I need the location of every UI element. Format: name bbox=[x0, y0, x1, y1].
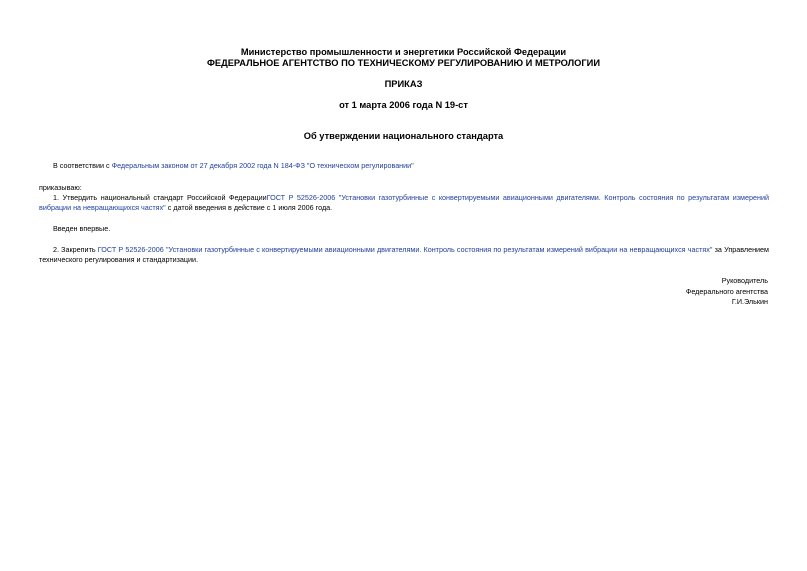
gost-link-item2[interactable]: ГОСТ Р 52526-2006 "Установки газотурбинные с конвертируемыми авиационными двигателями. Контроль состояния по результатам измерений вибрации на невращающихся частях" bbox=[97, 245, 713, 254]
order-word: приказываю: bbox=[39, 183, 82, 192]
item2-paragraph bbox=[39, 245, 769, 265]
item1-paragraph bbox=[39, 193, 769, 213]
doc-title: Об утверждении национального стандарта bbox=[303, 131, 504, 141]
agency-heading: ФЕДЕРАЛЬНОЕ АГЕНТСТВО ПО ТЕХНИЧЕСКОМУ РЕГУЛИРОВАНИЮ И МЕТРОЛОГИИ bbox=[206, 58, 601, 68]
doc-type-heading: ПРИКАЗ bbox=[384, 79, 423, 89]
signature-name: Г.И.Элькин bbox=[731, 297, 768, 306]
signature-position-line2: Федерального агентства bbox=[685, 287, 768, 296]
gost-link-item1[interactable]: ГОСТ Р 52526-2006 "Установки газотурбинные с конвертируемыми авиационными двигателями. Контроль состояния по результатам измерений вибрации на невращающихся частях" bbox=[39, 193, 769, 212]
preamble-prefix: В соответствии с bbox=[53, 161, 112, 170]
item1-suffix: с датой введения в действие с 1 июля 2006 года. bbox=[165, 203, 333, 212]
preamble-paragraph bbox=[53, 161, 414, 171]
ministry-heading: Министерство промышленности и энергетики Российской Федерации bbox=[240, 47, 567, 57]
signature-position-line1: Руководитель bbox=[721, 276, 768, 285]
item1-prefix: 1. Утвердить национальный стандарт Российской Федерации bbox=[53, 193, 267, 202]
intro-note: Введен впервые. bbox=[53, 224, 111, 233]
item2-suffix: за Управлением технического регулирования и стандартизации. bbox=[39, 245, 769, 264]
doc-date-heading: от 1 марта 2006 года N 19-ст bbox=[339, 100, 468, 110]
federal-law-link[interactable]: Федеральным законом от 27 декабря 2002 года N 184-ФЗ "О техническом регулировании" bbox=[111, 161, 414, 170]
item2-prefix: 2. Закрепить bbox=[53, 245, 98, 254]
